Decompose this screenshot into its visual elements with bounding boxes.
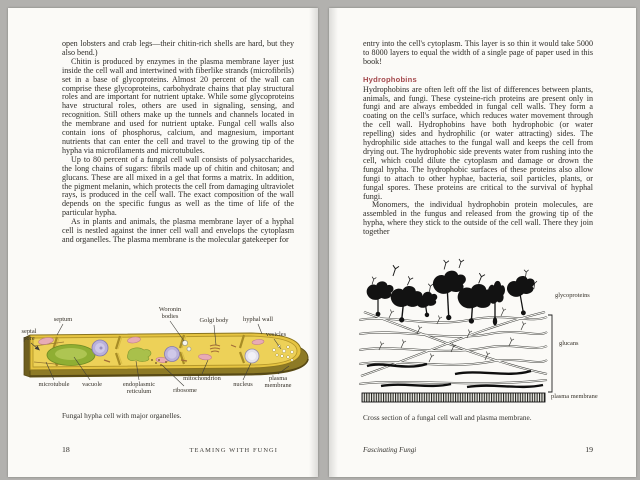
page-number: 18 bbox=[62, 445, 70, 454]
glucan-fibers bbox=[359, 308, 547, 388]
label-endoplasmic-reticulum: endoplasmic reticulum bbox=[122, 381, 156, 395]
label-glucans: glucans bbox=[559, 340, 579, 347]
label-nucleus: nucleus bbox=[233, 381, 253, 388]
running-footer: TEAMING WITH FUNGI bbox=[189, 447, 278, 454]
section-heading: Hydrophobins bbox=[363, 74, 417, 84]
cell-wall-cross-section-illustration bbox=[359, 254, 629, 412]
fiber-branches bbox=[379, 308, 526, 363]
right-page bbox=[329, 8, 636, 477]
body-paragraph: Chitin is produced by enzymes in the plasma membrane layer just inside the cell wall and intertwined with fiberlike strands (microfibrils) set in a base of glycoproteins. Almost 20 percent of the wall can comprise these glycoproteins, carbohydrate chains that play structural roles and are important for nutrient uptake. While some glycoproteins have structural roles, others are used in signaling, sensing, and recognition. Still others make up the tunnels and channels located in the membrane and used for nutrient uptake. Fungal cell walls also contain ions of phosphorus, calcium, and magnesium, important nutrients that can enter the cell and travel to the growing tip of the hypha via microfilaments and microtubules. bbox=[62, 56, 294, 155]
right-page-footer bbox=[363, 445, 593, 454]
vacuole-shape bbox=[47, 345, 95, 366]
page-gutter-shadow bbox=[309, 8, 318, 477]
fungal-hypha-figure bbox=[16, 304, 316, 404]
label-ribosome: ribosome bbox=[173, 387, 197, 394]
label-woronin-bodies: Woronin bodies bbox=[158, 306, 182, 320]
label-hyphal-wall: hyphal wall bbox=[243, 316, 273, 323]
label-septal-pore: septal pore bbox=[21, 328, 37, 342]
label-vacuole: vacuole bbox=[82, 381, 102, 388]
figure-caption: Cross section of a fungal cell wall and plasma membrane. bbox=[363, 413, 532, 422]
label-microtubule: microtubule bbox=[38, 381, 70, 388]
left-text-column bbox=[62, 40, 294, 245]
plasma-membrane-bar bbox=[362, 393, 545, 402]
body-paragraph: open lobsters and crab legs—their chitin-rich shells are hard, but they also bend.) bbox=[62, 39, 294, 57]
cell-wall-figure bbox=[359, 254, 629, 412]
glycoprotein-blobs bbox=[367, 259, 543, 326]
left-page-footer bbox=[62, 445, 290, 454]
running-footer: Fascinating Fungi bbox=[363, 446, 417, 454]
figure-caption: Fungal hypha cell with major organelles. bbox=[62, 411, 182, 420]
page-number: 19 bbox=[585, 445, 593, 454]
body-paragraph: As in plants and animals, the plasma membrane layer of a hyphal cell is nestled against the inner cell wall and envelops the cytoplasm and organelles. The plasma membrane is the molecular gatekeeper for bbox=[62, 217, 294, 244]
label-golgi-body: Golgi body bbox=[199, 317, 229, 324]
label-plasma-membrane: plasma membrane bbox=[551, 393, 598, 400]
body-paragraph: Up to 80 percent of a fungal cell wall consists of polysaccharides, the long chains of sugars: fibrils made up of chitin and chitosan; and glucans. These are all mixed in a gel that forms a matrix. In addition, the pigment melanin, which protects the cell from damaging ultraviolet rays, is produced in the cell wall. The exact composition of the wall depends on the specific fungus as well as the time of life of the particular hypha. bbox=[62, 154, 294, 218]
label-septum: septum bbox=[53, 316, 73, 323]
endoplasmic-reticulum-shape bbox=[127, 348, 150, 362]
left-page bbox=[8, 8, 318, 477]
page-gutter-shadow bbox=[329, 8, 338, 477]
label-plasma-membrane: plasma membrane bbox=[264, 375, 292, 389]
glucans-bracket bbox=[548, 315, 552, 392]
body-paragraph: Hydrophobins are often left off the list of differences between plants, animals, and fungi. These cysteine-rich proteins are present only in fungi and are always embedded in fungal cell walls. They form a coating on the cell's surface, which reduces water movement through the cell wall. Hydrophobins have both hydrophobic (or water repelling) sides and hydrophilic (or water attracting) sides. The hydrophilic side attaches to the fungal wall and keeps the cell from drying out. The hydrophobic side prevents water from rushing into the cell, which could dilute the cytoplasm and damage or drown the fungal hypha. The hydrophobic surfaces of these proteins also allow fungi to attach to other hyphae, bacteria, soil particles, plants, or fungal spores. These proteins are critical to the survival of hyphal fungi. bbox=[363, 84, 593, 201]
label-vesicles: vesicles bbox=[265, 331, 287, 338]
label-mitochondrion: mitochondrion bbox=[183, 375, 221, 382]
right-text-column bbox=[363, 40, 593, 237]
body-paragraph: Monomers, the individual hydrophobin protein molecules, are assembled in the fungus and released from the growing tip of the hypha, where they stick to the outside of the cell wall. There they join together bbox=[363, 200, 593, 237]
body-paragraph: entry into the cell's cytoplasm. This layer is so thin it would take 5000 to 8000 layers to equal the width of a single page of paper used in this book! bbox=[363, 39, 593, 66]
label-glycoproteins: glycoproteins bbox=[555, 292, 590, 299]
